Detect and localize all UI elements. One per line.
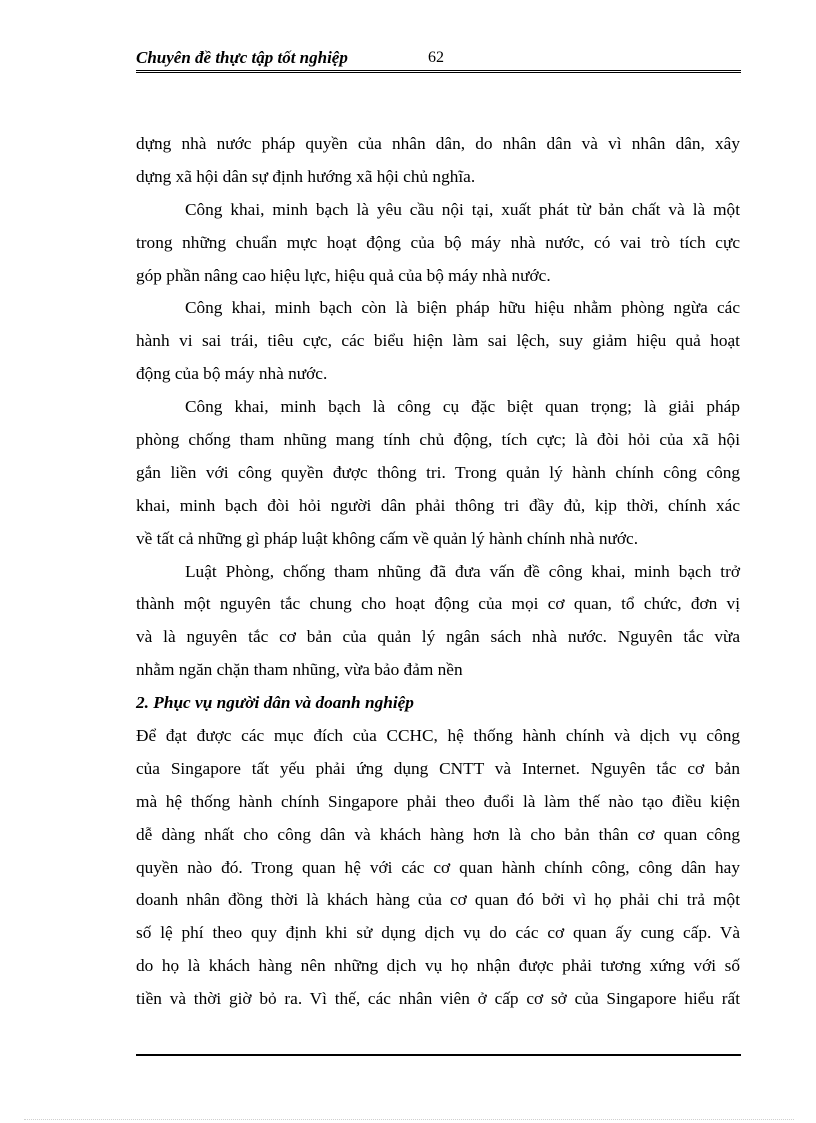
text-line: gắn liền với công quyền được thông tri. Trong quản lý hành chính công công bbox=[136, 462, 740, 482]
text-line: dựng nhà nước pháp quyền của nhân dân, do nhân dân và vì nhân dân, xây bbox=[136, 134, 740, 153]
text-line: về tất cả những gì pháp luật không cấm về quản lý hành chính nhà nước. bbox=[136, 528, 639, 548]
text-line: số lệ phí theo quy định khi sử dụng dịch vụ do các cơ quan ấy cung cấp. Và bbox=[136, 923, 740, 943]
text-line: quyền nào đó. Trong quan hệ với các cơ quan hành chính công, công dân hay bbox=[136, 857, 740, 877]
text-line: dựng xã hội dân sự định hướng xã hội chủ nghĩa. bbox=[136, 166, 476, 186]
text-line: của Singapore tất yếu phải ứng dụng CNTT và Internet. Nguyên tắc cơ bản bbox=[136, 758, 740, 778]
body-text bbox=[136, 128, 740, 1016]
text-line: khai, minh bạch đòi hỏi người dân phải thông tri đầy đủ, kịp thời, chính xác bbox=[136, 495, 740, 515]
text-line: Luật Phòng, chống tham nhũng đã đưa vấn đề công khai, minh bạch trở bbox=[185, 561, 740, 581]
text-line: thành một nguyên tắc chung cho hoạt động của mọi cơ quan, tổ chức, đơn vị bbox=[136, 594, 740, 614]
text-line: trong những chuẩn mực hoạt động của bộ máy nhà nước, có vai trò tích cực bbox=[136, 232, 740, 252]
section-heading: 2. Phục vụ người dân và doanh nghiệp bbox=[136, 693, 414, 713]
text-line: Để đạt được các mục đích của CCHC, hệ thống hành chính và dịch vụ công bbox=[136, 726, 740, 746]
text-line: góp phần nâng cao hiệu lực, hiệu quả của bộ máy nhà nước. bbox=[136, 265, 551, 285]
text-line: phòng chống tham nhũng mang tính chủ động, tích cực; là đòi hỏi của xã hội bbox=[136, 430, 740, 450]
text-line: dễ dàng nhất cho công dân và khách hàng hơn là cho bản thân cơ quan công bbox=[136, 824, 740, 844]
text-line: doanh nhân đồng thời là khách hàng của cơ quan đó bởi vì họ phải chi trả một bbox=[136, 890, 740, 910]
header-title: Chuyên đề thực tập tốt nghiệp bbox=[136, 48, 348, 67]
text-line: mà hệ thống hành chính Singapore phải theo đuổi là làm thế nào tạo điều kiện bbox=[136, 791, 740, 811]
page-header bbox=[136, 48, 741, 73]
footer-rule bbox=[136, 1054, 741, 1056]
text-line: và là nguyên tắc cơ bản của quản lý ngân sách nhà nước. Nguyên tắc vừa bbox=[136, 627, 740, 647]
text-line: Công khai, minh bạch còn là biện pháp hữu hiệu nhằm phòng ngừa các bbox=[185, 298, 740, 318]
text-line: động của bộ máy nhà nước. bbox=[136, 364, 328, 384]
page-number: 62 bbox=[428, 49, 444, 66]
text-line: Công khai, minh bạch là công cụ đặc biệt quan trọng; là giải pháp bbox=[185, 397, 740, 417]
page-edge-dots bbox=[24, 1119, 794, 1120]
text-line: nhằm ngăn chặn tham nhũng, vừa bảo đảm nền bbox=[136, 660, 463, 680]
text-line: Công khai, minh bạch là yêu cầu nội tại, xuất phát từ bản chất và là một bbox=[185, 199, 740, 219]
text-line: hành vi sai trái, tiêu cực, các biểu hiện làm sai lệch, suy giảm hiệu quả hoạt bbox=[136, 331, 740, 351]
text-line: tiền và thời giờ bỏ ra. Vì thế, các nhân viên ở cấp cơ sở của Singapore hiểu rất bbox=[136, 989, 740, 1009]
text-line: do họ là khách hàng nên những dịch vụ họ nhận được phải tương xứng với số bbox=[136, 956, 740, 976]
